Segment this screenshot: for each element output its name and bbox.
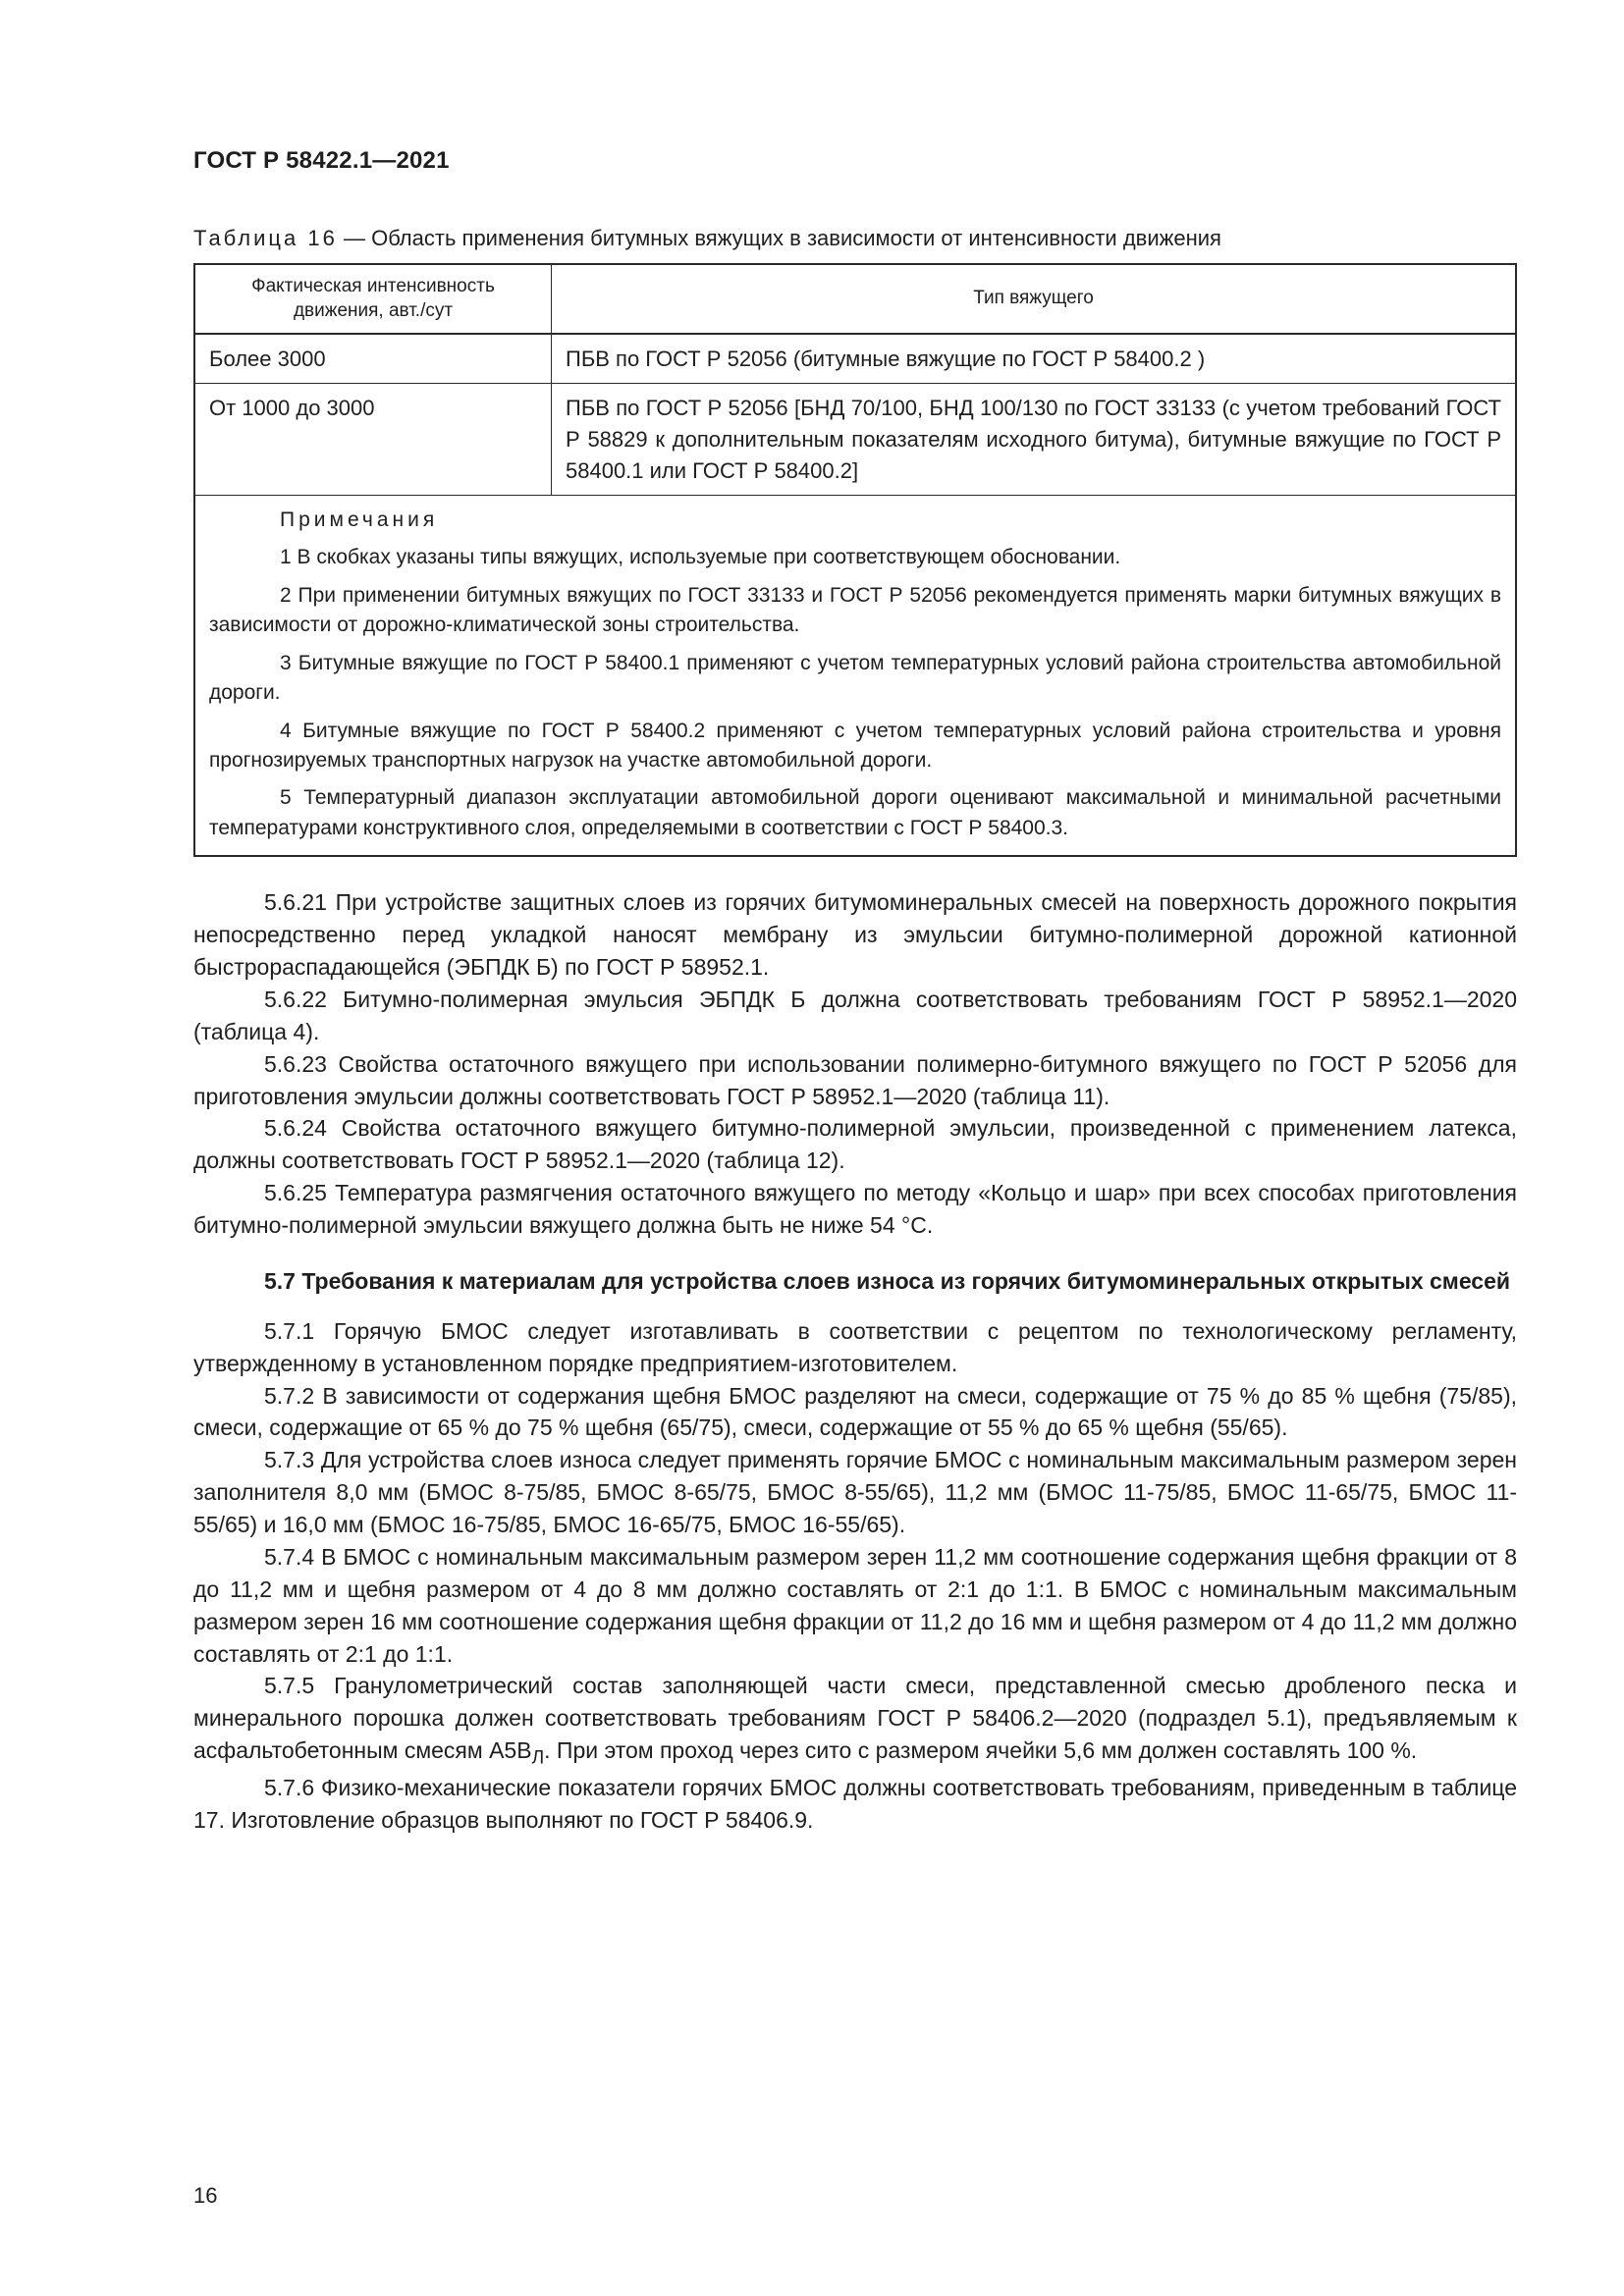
- paragraph-5-6-25: 5.6.25 Температура размягчения остаточного вяжущего по методу «Кольцо и шар» при всех способах приготовления битумно-полимерной эмульсии вяжущего должна быть не ниже 54 °С.: [193, 1180, 1517, 1239]
- table-notes-row: [194, 495, 1516, 856]
- cell-binder-type: ПБВ по ГОСТ Р 52056 [БНД 70/100, БНД 100/130 по ГОСТ 33133 (с учетом требований ГОСТ Р 58829 к дополнительным показателям исходного битума), битумные вяжущие по ГОСТ Р 58400.1 или ГОСТ Р 58400.2]: [552, 384, 1517, 496]
- paragraph-5-7-5: [193, 1670, 1517, 1772]
- notes-title: Примечания: [280, 507, 439, 531]
- paragraph-5-6-22: 5.6.22 Битумно-полимерная эмульсия ЭБПДК Б должна соответствовать требованиям ГОСТ Р 58952.1—2020 (таблица 4).: [193, 986, 1517, 1044]
- cell-binder-type: ПБВ по ГОСТ Р 52056 (битумные вяжущие по ГОСТ Р 58400.2 ): [552, 334, 1517, 383]
- column-header-intensity: Фактическая интенсивность движения, авт./сут: [194, 264, 552, 334]
- paragraph-5-7-5-text-end: . При этом проход через сито с размером ячейки 5,6 мм должен составлять 100 %.: [544, 1737, 1418, 1764]
- paragraph-5-6-24: 5.6.24 Свойства остаточного вяжущего битумно-полимерной эмульсии, произведенной с применением латекса, должны соответствовать ГОСТ Р 58952.1—2020 (таблица 12).: [193, 1115, 1517, 1174]
- table-caption-label: Таблица 16: [193, 226, 338, 250]
- cell-intensity: От 1000 до 3000: [194, 384, 552, 496]
- table-row: [194, 384, 1516, 496]
- page-number: 16: [193, 2183, 218, 2208]
- table-caption: [193, 226, 1517, 251]
- paragraph-5-7-4: 5.7.4 В БМОС с номинальным максимальным размером зерен 11,2 мм соотношение содержания щебня фракции от 8 до 11,2 мм и щебня размером от 4 до 8 мм должно составлять от 2:1 до 1:1. В БМОС с номинальным максимальным размером зерен 16 мм соотношение содержания щебня фракции от 11,2 до 16 мм и щебня размером от 4 до 11,2 мм должно составлять от 2:1 до 1:1.: [193, 1543, 1517, 1667]
- column-header-binder-type: Тип вяжущего: [552, 264, 1517, 334]
- paragraph-5-7-6: 5.7.6 Физико-механические показатели горячих БМОС должны соответствовать требованиям, приведенным в таблице 17. Изготовление образцов выполняют по ГОСТ Р 58406.9.: [193, 1775, 1517, 1834]
- paragraph-5-7-1: 5.7.1 Горячую БМОС следует изготавливать в соответствии с рецептом по технологическому регламенту, утвержденному в установленном порядке предприятием-изготовителем.: [193, 1317, 1517, 1376]
- body-text: [193, 886, 1517, 1837]
- section-heading-5-7: 5.7 Требования к материалам для устройства слоев износа из горячих битумоминеральных открытых смесей: [264, 1267, 1511, 1294]
- subscript-l: Л: [531, 1747, 545, 1769]
- paragraph-5-6-21: 5.6.21 При устройстве защитных слоев из горячих битумоминеральных смесей на поверхность дорожного покрытия непосредственно перед укладкой наносят мембрану из эмульсии битумно-полимерной дорожной катионной быстрораспадающейся (ЭБПДК Б) по ГОСТ Р 58952.1.: [193, 889, 1517, 981]
- note-item: 1 В скобках указаны типы вяжущих, используемые при соответствующем обосновании.: [280, 546, 1121, 569]
- note-item: 5 Температурный диапазон эксплуатации автомобильной дороги оценивают максимальной и минимальной расчетными температурами конструктивного слоя, определяемыми в соответствии с ГОСТ Р 58400.3.: [209, 786, 1501, 839]
- paragraph-5-6-23: 5.6.23 Свойства остаточного вяжущего при использовании полимерно-битумного вяжущего по ГОСТ Р 52056 для приготовления эмульсии должны соответствовать ГОСТ Р 58952.1—2020 (таблица 11).: [193, 1050, 1517, 1109]
- paragraph-5-7-3: 5.7.3 Для устройства слоев износа следует применять горячие БМОС с номинальным максимальным размером зерен заполнителя 8,0 мм (БМОС 8-75/85, БМОС 8-65/75, БМОС 8-55/65), 11,2 мм (БМОС 11-75/85, БМОС 11-65/75, БМОС 11-55/65) и 16,0 мм (БМОС 16-75/85, БМОС 16-65/75, БМОС 16-55/65).: [193, 1447, 1517, 1538]
- table-notes: [194, 495, 1516, 856]
- note-item: 3 Битумные вяжущие по ГОСТ Р 58400.1 применяют с учетом температурных условий района строительства автомобильной дороги.: [209, 651, 1501, 705]
- document-page: [193, 147, 1517, 1837]
- note-item: 2 При применении битумных вяжущих по ГОСТ 33133 и ГОСТ Р 52056 рекомендуется применять марки битумных вяжущих в зависимости от дорожно-климатической зоны строительства.: [209, 583, 1501, 637]
- table-row: [194, 334, 1516, 383]
- cell-intensity: Более 3000: [194, 334, 552, 383]
- paragraph-5-7-5-text: 5.7.5 Гранулометрический состав заполняющей части смеси, представленной смесью дробленого песка и минерального порошка должен соответствовать требованиям ГОСТ Р 58406.2—2020 (подраздел 5.1), предъявляемым к асфальтобетонным смесям А5В: [193, 1673, 1517, 1764]
- table-caption-text: — Область применения битумных вяжущих в зависимости от интенсивности движения: [343, 226, 1221, 250]
- table-header-row: [194, 264, 1516, 334]
- binder-application-table: [193, 263, 1517, 857]
- note-item: 4 Битумные вяжущие по ГОСТ Р 58400.2 применяют с учетом температурных условий района строительства и уровня прогнозируемых транспортных нагрузок на участке автомобильной дороги.: [209, 719, 1501, 772]
- paragraph-5-7-2: 5.7.2 В зависимости от содержания щебня БМОС разделяют на смеси, содержащие от 75 % до 85 % щебня (75/85), смеси, содержащие от 65 % до 75 % щебня (65/75), смеси, содержащие от 55 % до 65 % щебня (55/65).: [193, 1382, 1517, 1441]
- document-code-header: ГОСТ Р 58422.1—2021: [193, 147, 450, 174]
